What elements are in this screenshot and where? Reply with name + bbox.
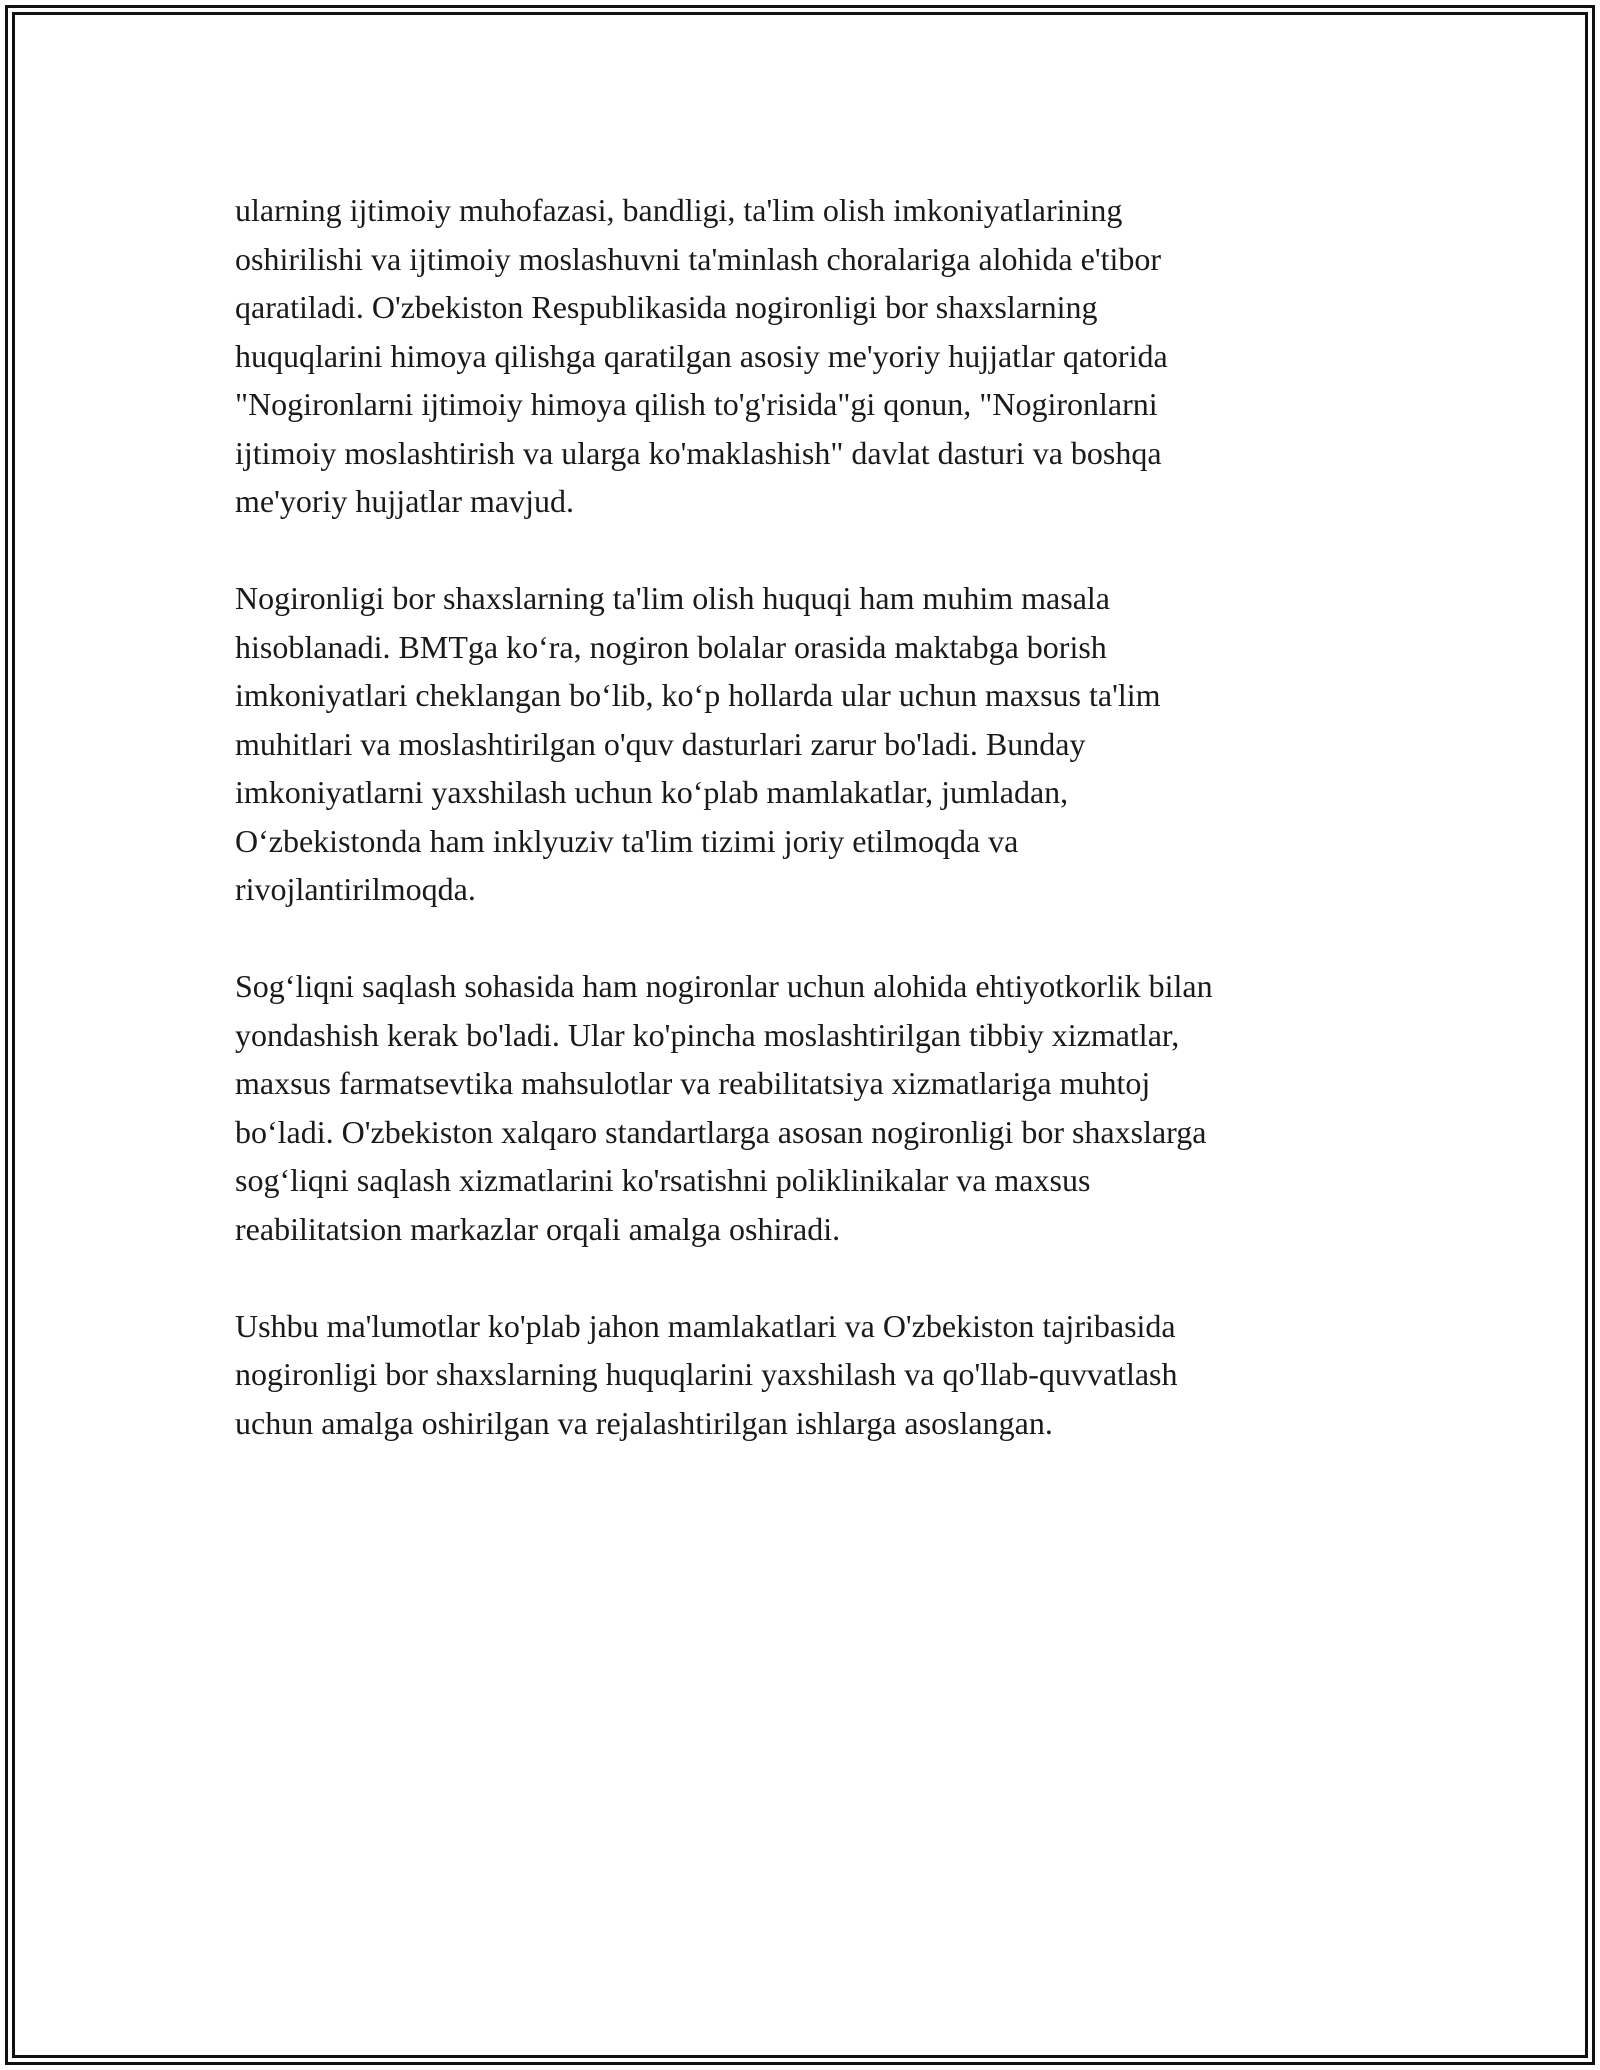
text-line: O‘zbekistonda ham inklyuziv ta'lim tizimi joriy etilmoqda va [235, 822, 1019, 859]
text-line: sog‘liqni saqlash xizmatlarini ko'rsatishni poliklinikalar va maxsus [235, 1162, 1091, 1198]
text-line: uchun amalga oshirilgan va rejalashtirilgan ishlarga asoslangan. [235, 1404, 1053, 1441]
text-line: imkoniyatlarni yaxshilash uchun ko‘plab mamlakatlar, jumladan, [235, 774, 1069, 810]
text-line: muhitlari va moslashtirilgan o'quv dasturlari zarur bo'ladi. Bunday [235, 725, 1086, 762]
text-line: qaratiladi. O'zbekiston Respublikasida nogironligi bor shaxslarning [235, 289, 1098, 325]
document-body [235, 186, 1405, 1496]
paragraph-conclusion [235, 1302, 1405, 1448]
text-line: Ushbu ma'lumotlar ko'plab jahon mamlakatlari va O'zbekiston tajribasida [235, 1307, 1176, 1344]
text-line: Nogironligi bor shaxslarning ta'lim olish huquqi ham muhim masala [235, 580, 1110, 616]
text-line: imkoniyatlari cheklangan bo‘lib, ko‘p hollarda ular uchun maxsus ta'lim [235, 677, 1161, 713]
paragraph-legal-framework [235, 186, 1405, 526]
paragraph-education [235, 574, 1405, 914]
text-line: rivojlantirilmoqda. [235, 871, 476, 907]
text-line: huquqlarini himoya qilishga qaratilgan asosiy me'yoriy hujjatlar qatorida [235, 337, 1168, 374]
text-line: ularning ijtimoiy muhofazasi, bandligi, ta'lim olish imkoniyatlarining [235, 192, 1123, 228]
text-line: me'yoriy hujjatlar mavjud. [235, 483, 575, 519]
text-line: ijtimoiy moslashtirish va ularga ko'maklashish" davlat dasturi va boshqa [235, 434, 1162, 471]
text-line: Sog‘liqni saqlash sohasida ham nogironlar uchun alohida ehtiyotkorlik bilan [235, 968, 1213, 1004]
text-line: hisoblanadi. BMTga ko‘ra, nogiron bolalar orasida maktabga borish [235, 628, 1107, 665]
text-line: "Nogironlarni ijtimoiy himoya qilish to'g'risida"gi qonun, "Nogironlarni [235, 386, 1158, 422]
text-line: bo‘ladi. O'zbekiston xalqaro standartlarga asosan nogironligi bor shaxslarga [235, 1113, 1207, 1150]
paragraph-healthcare [235, 962, 1405, 1253]
text-line: yondashish kerak bo'ladi. Ular ko'pincha moslashtirilgan tibbiy xizmatlar, [235, 1016, 1180, 1053]
text-line: nogironligi bor shaxslarning huquqlarini yaxshilash va qo'llab-quvvatlash [235, 1356, 1178, 1392]
text-line: oshirilishi va ijtimoiy moslashuvni ta'minlash choralariga alohida e'tibor [235, 240, 1162, 277]
text-line: reabilitatsion markazlar orqali amalga oshiradi. [235, 1210, 841, 1247]
text-line: maxsus farmatsevtika mahsulotlar va reabilitatsiya xizmatlariga muhtoj [235, 1065, 1151, 1101]
